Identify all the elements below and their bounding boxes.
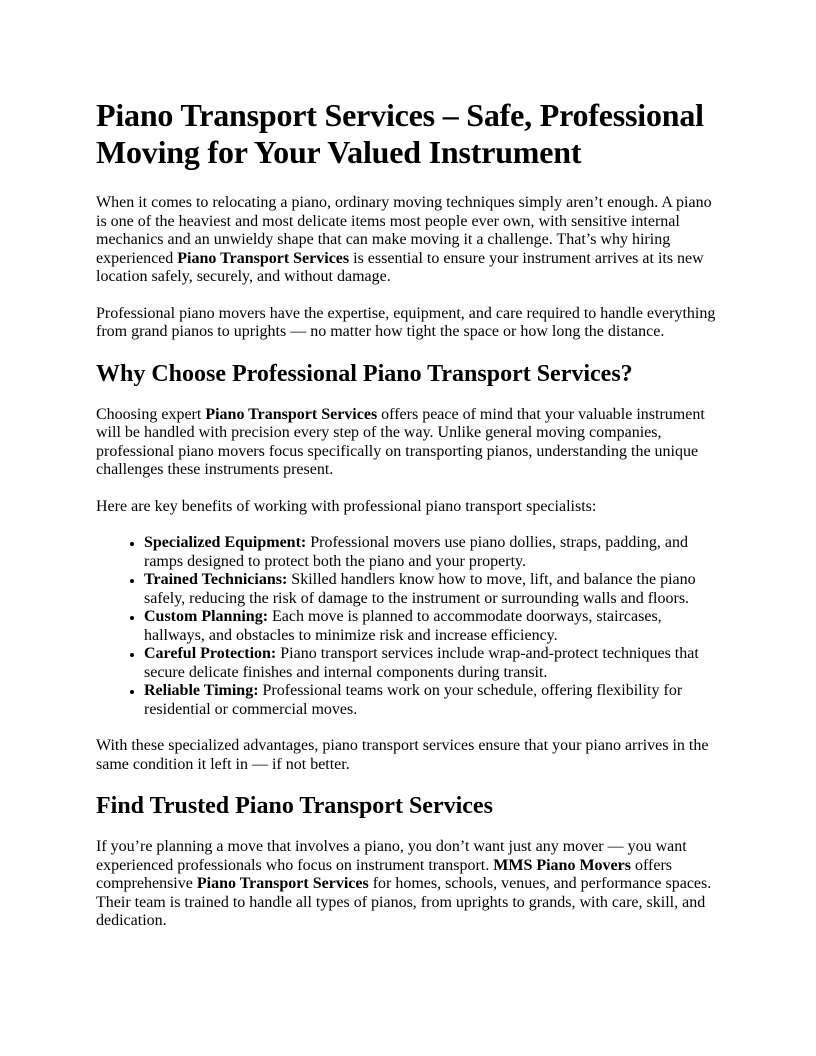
why-text-end: offers peace of mind that your valuable instrument will be handled with precision every step of the way. Unlike general moving companies, professional piano movers focus specifically on transporting pianos, understanding the unique challenges these instruments present. bbox=[96, 405, 705, 478]
benefit-item-trained-technicians bbox=[144, 571, 720, 608]
find-text-part-2: offers comprehensive bbox=[96, 856, 673, 892]
why-paragraph-1 bbox=[96, 406, 720, 480]
why-choose-heading: Why Choose Professional Piano Transport Services? bbox=[96, 360, 633, 387]
why-paragraph-3: With these specialized advantages, piano transport services ensure that your piano arrives in the same condition it left in — if not better. bbox=[96, 737, 709, 773]
benefit-label: Reliable Timing: bbox=[144, 682, 259, 699]
find-text-part-3: for homes, schools, venues, and performance spaces. Their team is trained to handle all types of pianos, from uprights to grands, with care, skill, and dedication. bbox=[96, 875, 712, 929]
find-paragraph-1 bbox=[96, 838, 720, 931]
find-bold-company: MMS Piano Movers bbox=[493, 856, 631, 874]
benefit-item-custom-planning bbox=[144, 608, 720, 645]
why-paragraph-2: Here are key benefits of working with professional piano transport specialists: bbox=[96, 497, 597, 515]
benefit-text: Professional movers use piano dollies, straps, padding, and ramps designed to protect both the piano and your property. bbox=[144, 534, 688, 570]
benefits-list bbox=[96, 534, 720, 719]
intro-bold-service: Piano Transport Services bbox=[177, 249, 350, 267]
document-page bbox=[96, 97, 720, 949]
benefit-item-careful-protection bbox=[144, 645, 720, 682]
benefit-label: Custom Planning: bbox=[144, 608, 269, 625]
benefit-label: Specialized Equipment: bbox=[144, 534, 307, 551]
benefit-text: Skilled handlers know how to move, lift, and balance the piano safely, reducing the risk of damage to the instrument or surrounding walls and floors. bbox=[144, 571, 696, 607]
find-text-part-1: If you’re planning a move that involves a piano, you don’t want just any mover — you want experienced professionals who focus on instrument transport. bbox=[96, 838, 687, 874]
intro-paragraph-1 bbox=[96, 194, 720, 287]
intro-text-end: is essential to ensure your instrument arrives at its new location safely, securely, and without damage. bbox=[96, 249, 704, 285]
intro-paragraph-2: Professional piano movers have the expertise, equipment, and care required to handle everything from grand pianos to uprights — no matter how tight the space or how long the distance. bbox=[96, 304, 716, 340]
benefit-label: Careful Protection: bbox=[144, 645, 277, 662]
benefit-text: Each move is planned to accommodate doorways, staircases, hallways, and obstacles to minimize risk and increase efficiency. bbox=[144, 608, 662, 644]
intro-text-start: When it comes to relocating a piano, ordinary moving techniques simply aren’t enough. A piano is one of the heaviest and most delicate items most people ever own, with sensitive internal mechanics and an unwieldy shape that can make moving it a challenge. That’s why hiring experienced bbox=[96, 194, 712, 267]
benefit-item-reliable-timing bbox=[144, 682, 720, 719]
benefit-text: Professional teams work on your schedule, offering flexibility for residential or commercial moves. bbox=[144, 682, 683, 718]
why-text-start: Choosing expert bbox=[96, 405, 206, 423]
find-bold-service: Piano Transport Services bbox=[196, 875, 369, 892]
page-title: Piano Transport Services – Safe, Professional Moving for Your Valued Instrument bbox=[96, 97, 704, 170]
benefit-item-specialized-equipment bbox=[144, 534, 720, 571]
find-trusted-heading: Find Trusted Piano Transport Services bbox=[96, 793, 493, 819]
benefit-label: Trained Technicians: bbox=[144, 571, 288, 588]
why-bold-service: Piano Transport Services bbox=[205, 405, 378, 423]
benefit-text: Piano transport services include wrap-and-protect techniques that secure delicate finishes and internal components during transit. bbox=[144, 645, 699, 681]
